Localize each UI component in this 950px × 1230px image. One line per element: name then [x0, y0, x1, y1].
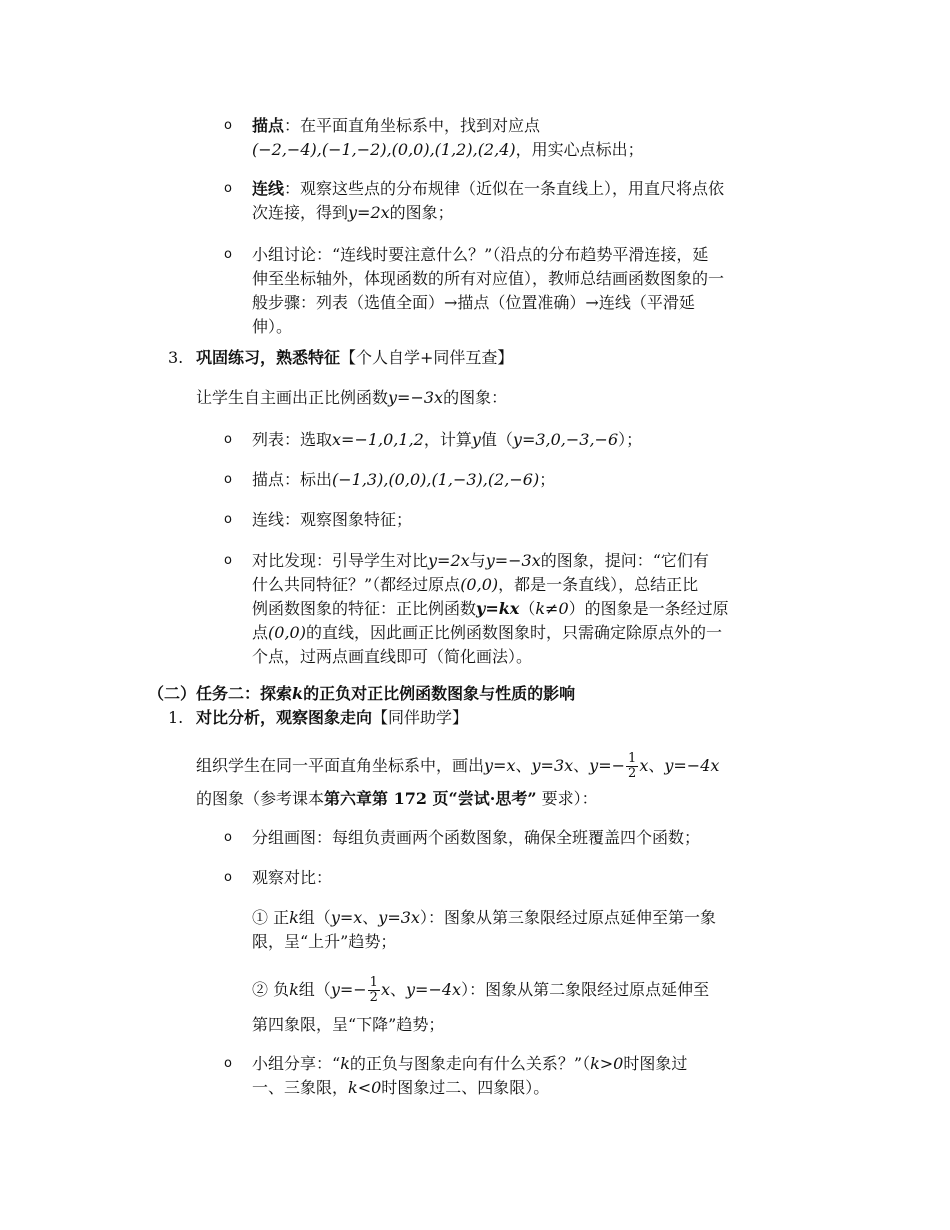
- step-plot-points: 描点：在平面直角坐标系中，找到对应点 (−2,−4),(−1,−2),(0,0),(1,2),(2,4)，用实心点标出；: [252, 116, 644, 159]
- bullet-marker: o: [224, 512, 232, 527]
- group-drawing-step: 分组画图：每组负责画两个函数图象，确保全班覆盖四个函数；: [252, 828, 701, 847]
- practice-intro: 让学生自主画出正比例函数y=−3x的图象：: [196, 388, 508, 407]
- heading-number: 1.: [168, 708, 184, 727]
- group-discussion: 小组讨论：“连线时要注意什么？”（沿点的分布趋势平滑连接，延 伸至坐标轴外，体现函数的所有对应值），教师总结画函数图象的一 般步骤：列表（选值全面）→描点（位置准确）→连线（平滑延 伸）。: [252, 245, 725, 336]
- point-list: (−2,−4),(−1,−2),(0,0),(1,2),(2,4): [252, 140, 516, 159]
- task-intro-line2: 的图象（参考课本第六章第 172 页“尝试·思考” 要求）：: [196, 789, 598, 808]
- bullet-marker: o: [224, 830, 232, 845]
- task-two-heading: （二）任务二：探索k的正负对正比例函数图象与性质的影响: [148, 684, 576, 703]
- bullet-marker: o: [224, 247, 232, 262]
- fraction-one-half: $\frac{1}{2}$: [369, 975, 378, 1005]
- bullet-marker: o: [224, 432, 232, 447]
- comparison-finding: 对比发现：引导学生对比y=2x与y=−3x的图象，提问：“它们有 什么共同特征？”（都经过原点(0,0)，都是一条直线），总结正比 例函数图象的特征：正比例函数y=kx（k≠0）的图象是一条经过原 点(0,0)的直线，因此画正比例函数图象时，只需确定除原点外的一 个点，过两点画直线即可（简化画法）。: [252, 551, 729, 666]
- bullet-marker: o: [224, 870, 232, 885]
- bullet-marker: o: [224, 118, 232, 133]
- observe-compare-step: 观察对比：: [252, 868, 333, 887]
- practice-connect-step: 连线：观察图象特征；: [252, 510, 413, 529]
- heading-consolidation-practice: 巩固练习，熟悉特征【个人自学+同伴互查】: [196, 348, 514, 367]
- step-connect-points: 连线：观察这些点的分布规律（近似在一条直线上），用直尺将点依 次连接，得到y=2x的图象；: [252, 179, 725, 222]
- bullet-marker: o: [224, 1056, 232, 1071]
- negative-k-group: ② 负k组（y=− $\frac{1}{2}$ x、y=−4x）：图象从第二象限经过原点延伸至: [252, 975, 710, 1005]
- heading-number: 3.: [168, 348, 184, 367]
- bullet-marker: o: [224, 472, 232, 487]
- bullet-marker: o: [224, 553, 232, 568]
- group-sharing-step: 小组分享：“k的正负与图象走向有什么关系？”（k>0时图象过 一、三象限，k<0时图象过二、四象限）。: [252, 1054, 688, 1097]
- practice-plot-step: 描点：标出(−1,3),(0,0),(1,−3),(2,−6)；: [252, 470, 556, 489]
- heading-compare-analysis: 对比分析，观察图象走向【同伴助学】: [196, 708, 469, 727]
- fraction-one-half: $\frac{1}{2}$: [628, 751, 637, 781]
- textbook-reference: 第六章第 172 页“尝试·思考”: [324, 789, 537, 808]
- practice-table-step: 列表：选取x=−1,0,1,2，计算y值（y=3,0,−3,−6）；: [252, 430, 643, 449]
- positive-k-group: ① 正k组（y=x、y=3x）：图象从第三象限经过原点延伸至第一象 限，呈“上升”趋势；: [252, 908, 716, 951]
- bullet-marker: o: [224, 181, 232, 196]
- negative-k-group-line2: 第四象限，呈“下降”趋势；: [252, 1015, 445, 1034]
- task-intro-line1: 组织学生在同一平面直角坐标系中，画出y=x、y=3x、y=− $\frac{1}{2}$ x、y=−4x: [196, 751, 720, 781]
